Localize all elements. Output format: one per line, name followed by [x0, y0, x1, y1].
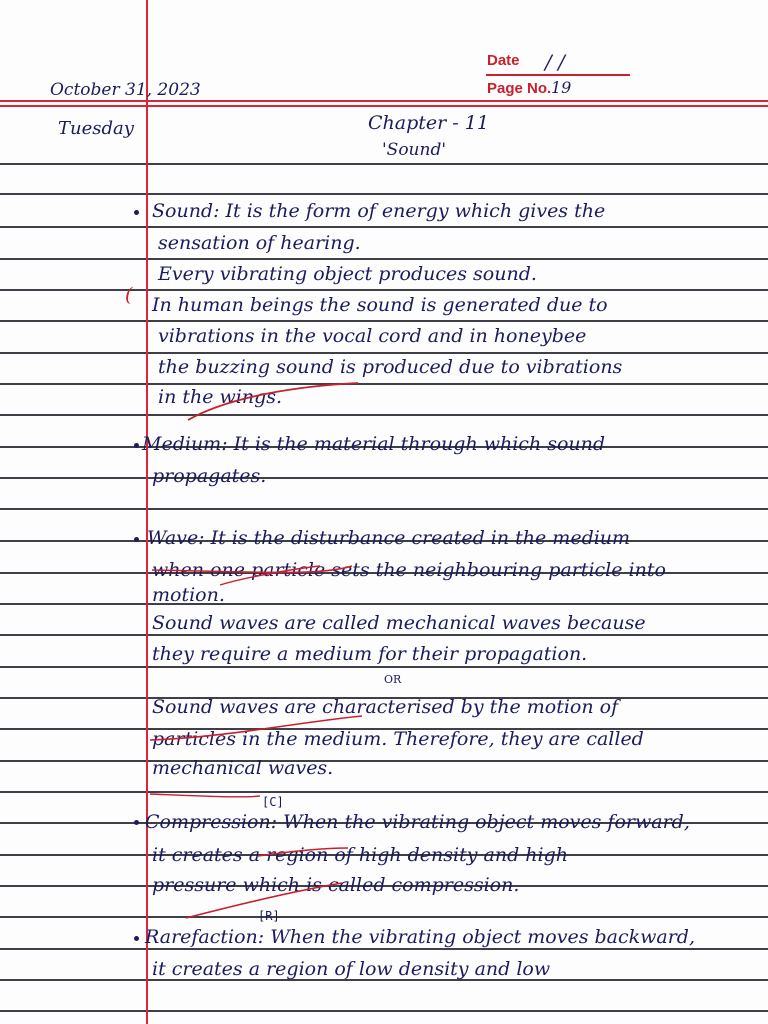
note-line: propagates.: [152, 465, 267, 487]
note-line: the buzzing sound is produced due to vibrations: [158, 356, 623, 378]
note-line: Sound waves are called mechanical waves because: [152, 612, 646, 634]
note-line: it creates a region of high density and high: [152, 844, 568, 866]
note-line: vibrations in the vocal cord and in honeybee: [158, 325, 587, 347]
note-line: in the wings.: [158, 386, 283, 408]
note-line: motion.: [152, 584, 225, 606]
note-line: Every vibrating object produces sound.: [158, 263, 537, 285]
page-no-label: Page No.: [487, 80, 552, 97]
margin-bracket: (: [125, 284, 133, 306]
note-line: Medium: It is the material through which sound: [142, 433, 606, 455]
margin-date: October 31, 2023: [50, 80, 201, 100]
note-line: In human beings the sound is generated due to: [152, 294, 608, 316]
note-line: Sound: It is the form of energy which gives the: [152, 200, 606, 222]
note-line: it creates a region of low density and low: [152, 958, 551, 980]
margin-day: Tuesday: [58, 118, 134, 139]
note-line: Rarefaction: When the vibrating object moves backward,: [145, 926, 695, 948]
note-line: Sound waves are characterised by the motion of: [152, 696, 619, 718]
chapter-subtitle: 'Sound': [382, 140, 447, 160]
page-no-value: 19: [551, 78, 572, 97]
note-line: they require a medium for their propagation.: [152, 643, 588, 665]
note-line: when one particle sets the neighbouring particle into: [152, 559, 666, 581]
date-value: / /: [545, 50, 565, 74]
note-line: Wave: It is the disturbance created in the medium: [147, 527, 631, 549]
date-label: Date: [487, 52, 520, 69]
note-line: mechanical waves.: [152, 757, 334, 779]
note-line: particles in the medium. Therefore, they are called: [152, 728, 644, 750]
note-line: pressure which is called compression.: [152, 874, 520, 896]
rarefaction-mark: [R]: [258, 909, 280, 923]
compression-mark: [C]: [262, 795, 284, 809]
note-line: Compression: When the vibrating object moves forward,: [145, 811, 690, 833]
chapter-title: Chapter - 11: [368, 112, 489, 134]
or-label: OR: [384, 673, 402, 686]
note-line: sensation of hearing.: [158, 232, 361, 254]
